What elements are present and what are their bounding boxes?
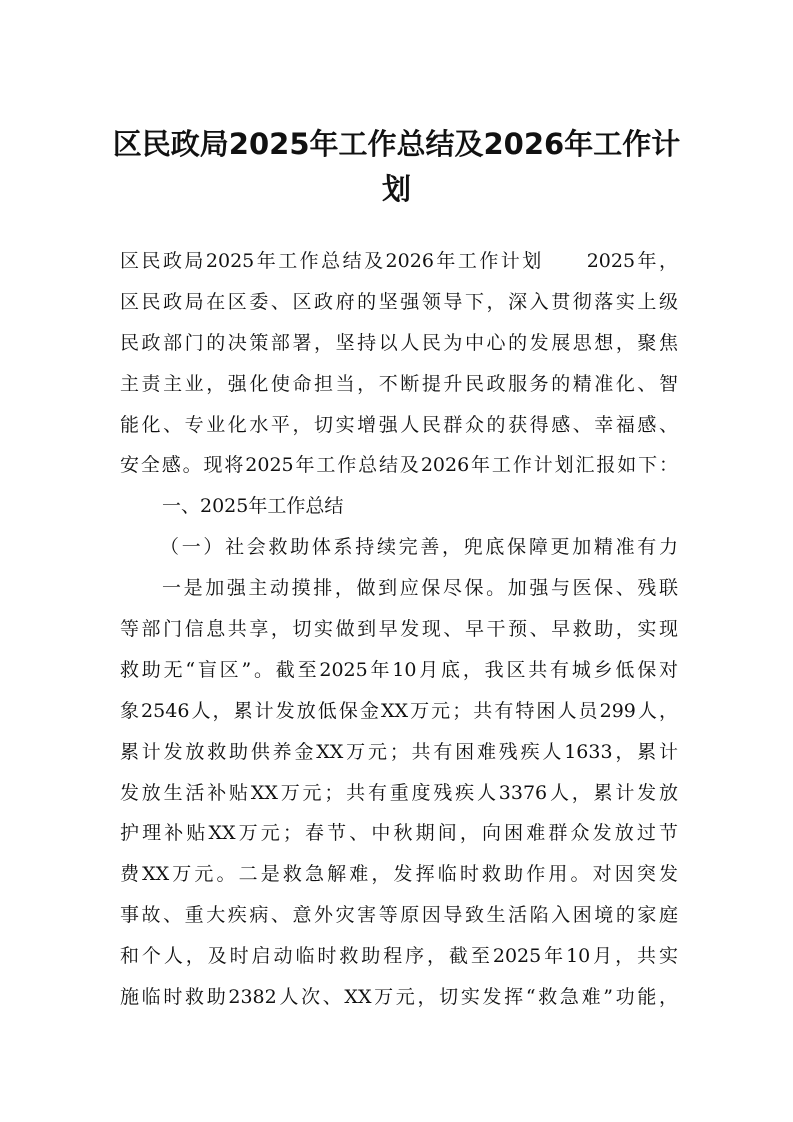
document-title [90,122,703,212]
title-line-2: 划 [381,172,411,206]
document-body [120,241,678,1018]
title-line-1: 区民政局2025年工作总结及2026年工作计 [112,127,681,161]
body-line: 主责主业，强化使命担当，不断提升民政服务的精准化、智 [120,372,678,395]
body-line: 区民政局2025年工作总结及2026年工作计划 2025年， [120,250,678,272]
body-line: 等部门信息共享，切实做到早发现、早干预、早救助，实现 [120,618,678,641]
body-line: 累计发放救助供养金XX万元；共有困难残疾人1633，累计 [120,740,678,763]
body-line: 区民政局在区委、区政府的坚强领导下，深入贯彻落实上级 [120,290,678,313]
body-line: 一是加强主动摸排，做到应保尽保。加强与医保、残联 [162,577,678,600]
body-line: 民政部门的决策部署，坚持以人民为中心的发展思想，聚焦 [120,331,678,354]
body-line: 事故、重大疾病、意外灾害等原因导致生活陷入困境的家庭 [120,904,678,927]
body-line: 和个人，及时启动临时救助程序，截至2025年10月，共实 [120,945,678,968]
body-line: 费XX万元。二是救急解难，发挥临时救助作用。对因突发 [120,863,678,886]
body-line: 发放生活补贴XX万元；共有重度残疾人3376人，累计发放 [120,781,678,804]
body-line: 施临时救助2382人次、XX万元，切实发挥“救急难”功能， [120,986,678,1009]
body-line: 护理补贴XX万元；春节、中秋期间，向困难群众发放过节 [120,822,678,845]
body-line: 能化、专业化水平，切实增强人民群众的获得感、幸福感、 [120,413,678,436]
body-line: 安全感。现将2025年工作总结及2026年工作计划汇报如下： [120,454,678,477]
subsection-heading: （一）社会救助体系持续完善，兜底保障更加精准有力 [160,536,678,559]
body-line: 救助无“盲区”。截至2025年10月底，我区共有城乡低保对 [120,658,678,681]
body-line: 象2546人，累计发放低保金XX万元；共有特困人员299人， [120,699,678,722]
section-heading: 一、2025年工作总结 [162,495,344,518]
